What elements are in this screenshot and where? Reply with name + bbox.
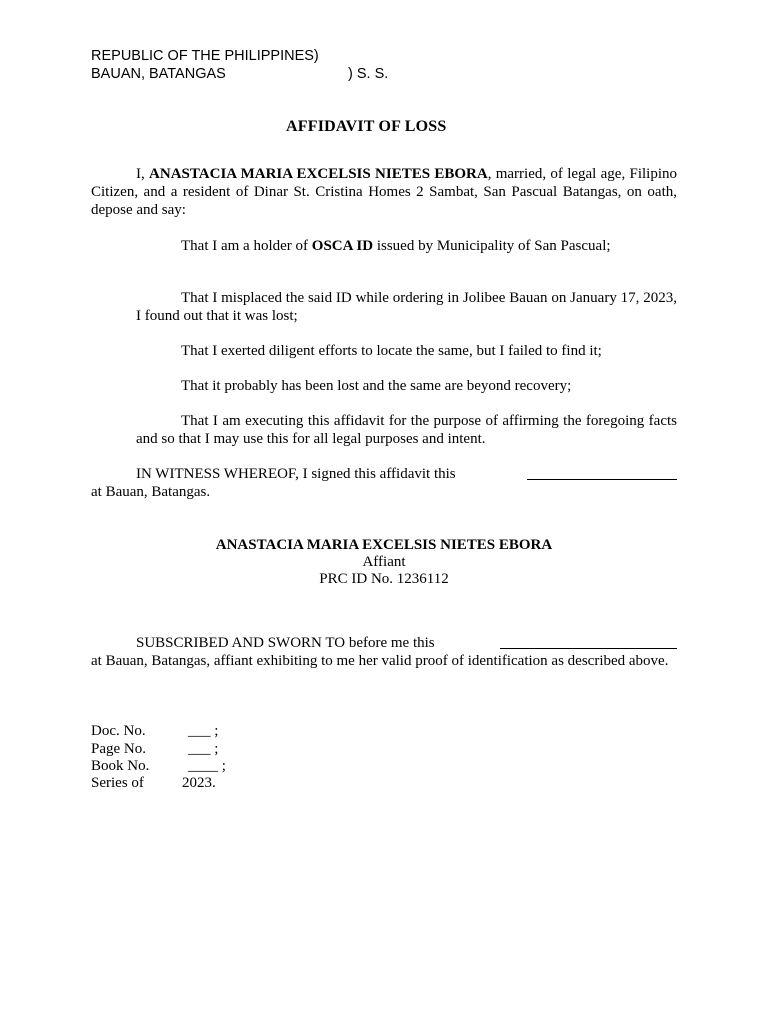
- clause-diligent-efforts: That I exerted diligent efforts to locate the same, but I failed to find it;: [181, 343, 602, 359]
- notarial-book-value: ____ ;: [188, 758, 226, 774]
- clause-osca-id: [136, 237, 677, 255]
- affiant-signature-name: ANASTACIA MARIA EXCELSIS NIETES EBORA: [215, 537, 553, 553]
- witness-location: at Bauan, Batangas.: [91, 484, 211, 500]
- clause-1-bold: OSCA ID: [311, 238, 374, 254]
- venue-line-1: REPUBLIC OF THE PHILIPPINES): [91, 48, 319, 64]
- document-title: AFFIDAVIT OF LOSS: [286, 118, 447, 135]
- notarial-page-value: ___ ;: [188, 741, 219, 757]
- witness-date-line: [527, 465, 677, 480]
- affiant-role: Affiant: [362, 554, 406, 570]
- affiant-id-line: PRC ID No. 1236112: [319, 571, 449, 587]
- affiant-name-inline: ANASTACIA MARIA EXCELSIS NIETES EBORA: [149, 166, 488, 182]
- notarial-doc-value: ___ ;: [188, 723, 219, 739]
- notarial-doc-label: Doc. No.: [91, 723, 146, 739]
- intro-prefix: I,: [136, 166, 150, 182]
- jurat-rest: at Bauan, Batangas, affiant exhibiting to me her valid proof of identification as described above.: [91, 653, 669, 669]
- witness-text: IN WITNESS WHEREOF, I signed this affidavit this: [136, 466, 456, 482]
- clause-beyond-recovery: That it probably has been lost and the same are beyond recovery;: [181, 378, 572, 394]
- intro-paragraph: [91, 165, 677, 219]
- jurat-text: SUBSCRIBED AND SWORN TO before me this: [136, 635, 435, 651]
- witness-date-blank: [527, 465, 677, 483]
- notarial-series-value: 2023.: [182, 775, 216, 791]
- jurat-date-blank: [500, 634, 677, 652]
- clause-misplaced: That I misplaced the said ID while ordering in Jolibee Bauan on January 17, 2023, I found out that it was lost;: [136, 290, 677, 324]
- notarial-book-label: Book No.: [91, 758, 150, 774]
- venue-line-2-left: BAUAN, BATANGAS: [91, 66, 226, 82]
- intro-rest: , married, of legal age, Filipino Citizen, and a resident of Dinar St. Cristina Homes 2 Sambat, San Pascual Batangas, on oath, depose and say:: [91, 166, 677, 218]
- clause-1-rest: issued by Municipality of San Pascual;: [373, 238, 611, 254]
- clause-1-prefix: That I am a holder of: [181, 238, 312, 254]
- venue-line-2-right: ) S. S.: [348, 66, 389, 82]
- notarial-page-label: Page No.: [91, 741, 146, 757]
- notarial-series-label: Series of: [91, 775, 144, 791]
- clause-purpose: That I am executing this affidavit for the purpose of affirming the foregoing facts and so that I may use this for all legal purposes and intent.: [136, 413, 677, 447]
- jurat-date-line: [500, 634, 677, 649]
